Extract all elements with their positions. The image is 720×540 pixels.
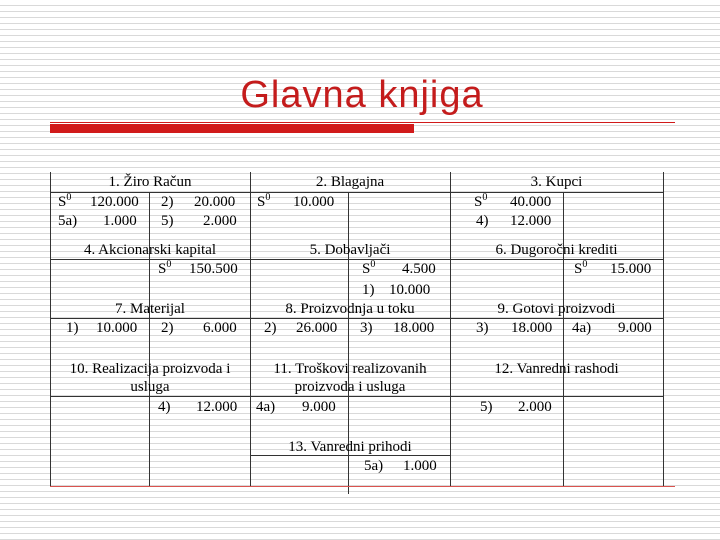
entry-amount: 12.000	[196, 399, 238, 415]
entry-amount: 15.000	[610, 261, 652, 277]
entry-label: $S^0$	[257, 192, 271, 210]
rule	[50, 396, 664, 397]
rule	[450, 172, 451, 486]
entry-label: $S^0$	[158, 259, 172, 277]
account-title: 3. Kupci	[530, 174, 583, 190]
entry-amount: 9.000	[302, 399, 336, 415]
entry-amount: 12.000	[510, 213, 552, 229]
account-title: 8. Proizvodnja u toku	[285, 301, 415, 317]
entry-label: 5)	[480, 399, 493, 415]
account-title: 5. Dobavljači	[309, 242, 391, 258]
footer-rule	[50, 486, 675, 487]
entry-amount: 120.000	[90, 194, 139, 210]
account-title: usluga	[130, 379, 170, 395]
rule	[663, 172, 664, 486]
slide-title: Glavna knjiga	[240, 74, 484, 116]
entry-label: 5a)	[364, 458, 384, 474]
entry-label: 1)	[362, 282, 375, 298]
entry-label: 1)	[66, 320, 79, 336]
entry-amount: 18.000	[511, 320, 553, 336]
entry-label: $S^0$	[474, 192, 488, 210]
entry-amount: 26.000	[296, 320, 338, 336]
entry-label: 2)	[161, 194, 174, 210]
entry-label: 5a)	[58, 213, 78, 229]
account-title: 12. Vanredni rashodi	[494, 361, 619, 377]
rule	[50, 172, 51, 486]
rule	[563, 192, 564, 486]
account-title: 4. Akcionarski kapital	[83, 242, 217, 258]
entry-label: 4a)	[572, 320, 592, 336]
account-title: 9. Gotovi proizvodi	[497, 301, 616, 317]
entry-amount: 150.500	[189, 261, 238, 277]
account-title: 11. Troškovi realizovanih	[273, 361, 427, 377]
account-title: 13. Vanredni prihodi	[288, 439, 412, 455]
entry-label: 3)	[360, 320, 373, 336]
account-title: 1. Žiro Račun	[108, 174, 192, 190]
entry-amount: 10.000	[293, 194, 335, 210]
entry-label: 4)	[158, 399, 171, 415]
rule	[250, 455, 450, 456]
entry-label: 4)	[476, 213, 489, 229]
entry-amount: 10.000	[389, 282, 431, 298]
entry-label: 3)	[476, 320, 489, 336]
entry-amount: 2.000	[203, 213, 237, 229]
entry-amount: 20.000	[194, 194, 236, 210]
entry-amount: 40.000	[510, 194, 552, 210]
entry-amount: 9.000	[618, 320, 652, 336]
account-title: 6. Dugoročni krediti	[495, 242, 618, 258]
entry-amount: 1.000	[403, 458, 437, 474]
entry-amount: 10.000	[96, 320, 138, 336]
entry-label: $S^0$	[362, 259, 376, 277]
entry-amount: 2.000	[518, 399, 552, 415]
rule	[50, 318, 664, 319]
entry-amount: 18.000	[393, 320, 435, 336]
rule	[50, 192, 664, 193]
entry-label: $S^0$	[58, 192, 72, 210]
entry-label: 2)	[264, 320, 277, 336]
entry-label: 2)	[161, 320, 174, 336]
entry-label: 5)	[161, 213, 174, 229]
rule	[250, 172, 251, 486]
account-title: 10. Realizacija proizvoda i	[69, 361, 231, 377]
account-title: 7. Materijal	[115, 301, 185, 317]
entry-label: $S^0$	[574, 259, 588, 277]
entry-amount: 6.000	[203, 320, 237, 336]
rule	[50, 259, 664, 260]
account-title: 2. Blagajna	[315, 174, 385, 190]
entry-amount: 4.500	[402, 261, 436, 277]
entry-label: 4a)	[256, 399, 276, 415]
rule	[149, 192, 150, 486]
entry-amount: 1.000	[103, 213, 137, 229]
account-title: proizvoda i usluga	[294, 379, 406, 395]
